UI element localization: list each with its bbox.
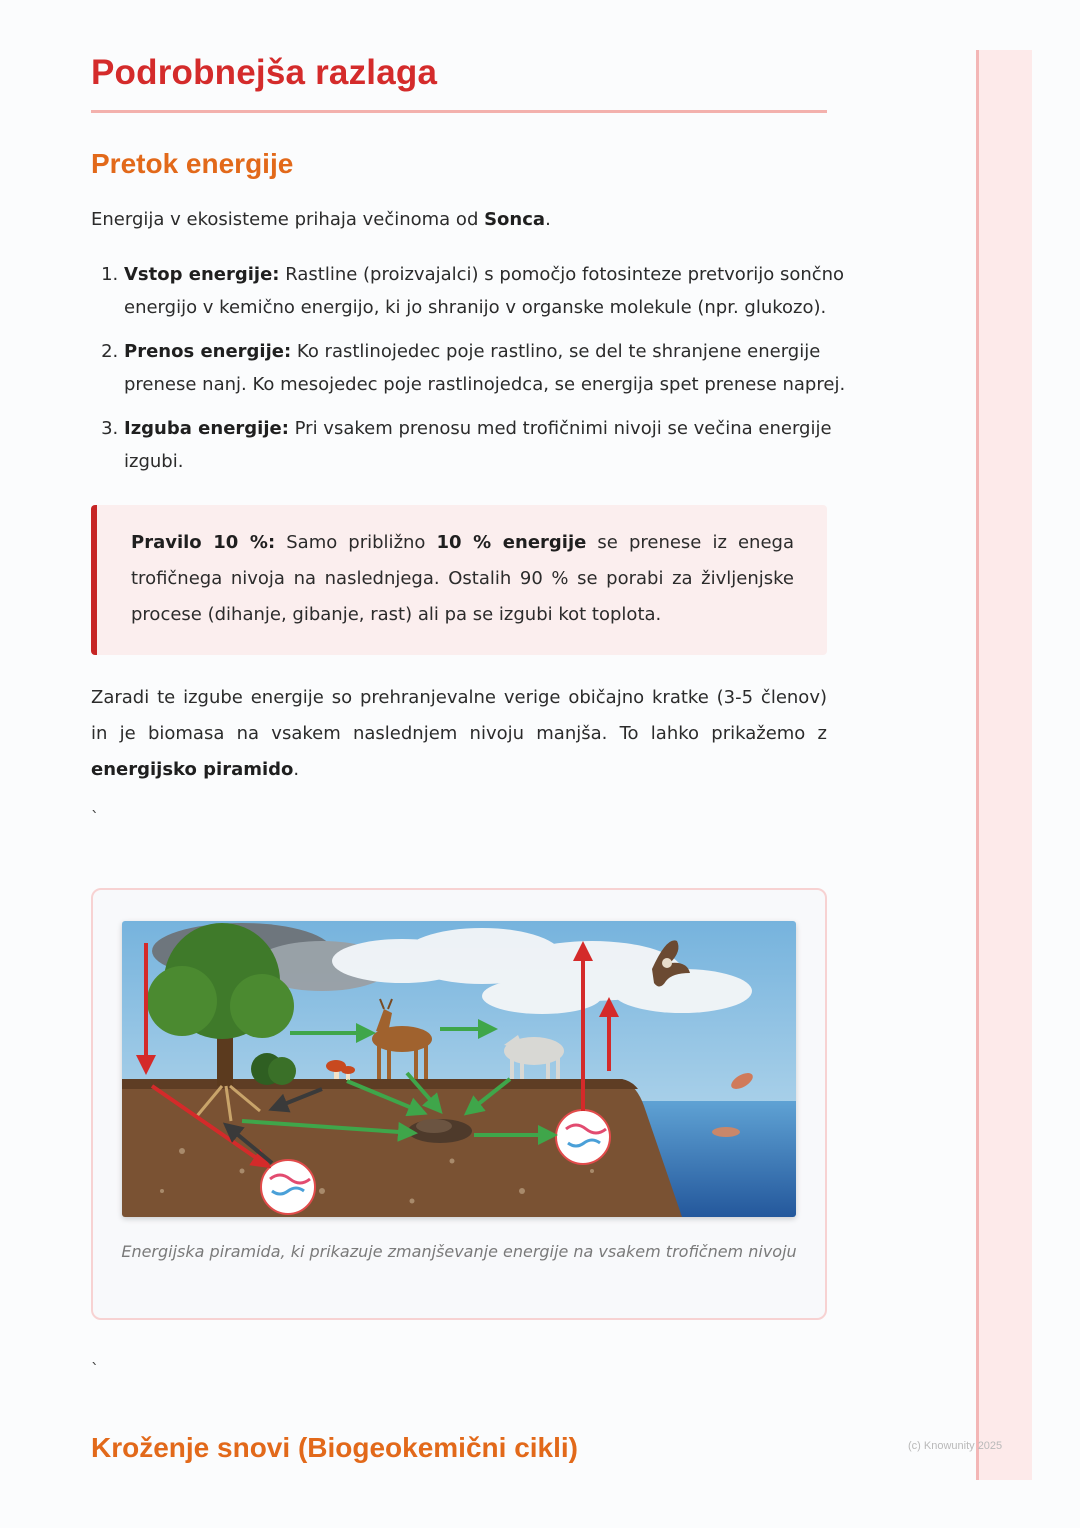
list-item: 2. Prenos energije: Ko rastlinojedec poje rastlino, se del te shranjene energije prenese nanj. Ko mesojedec poje rastlinojedca, se energija spet prenese naprej. (124, 335, 860, 401)
ecosystem-energy-illustration (122, 921, 796, 1217)
stray-backtick: ` (91, 808, 99, 827)
decomposer-circle-left (261, 1160, 315, 1214)
list-item: 1. Vstop energije: Rastline (proizvajalci) s pomočjo fotosinteze pretvorijo sončno energijo v kemično energijo, ki jo shranijo v organske molekule (npr. glukozo). (124, 258, 860, 324)
stray-backtick: ` (91, 1360, 99, 1379)
decomposer-circle-right (556, 1110, 610, 1164)
ten-percent-rule-callout: Pravilo 10 %: Samo približno 10 % energije se prenese iz enega trofičnega nivoja na naslednjega. Ostalih 90 % se porabi za življenjske procese (dihanje, gibanje, rast) ali pa se izgubi kot toplota. (91, 505, 827, 655)
intro-paragraph: Energija v ekosisteme prihaja večinoma od Sonca. (91, 209, 551, 230)
figure-caption: Energijska piramida, ki prikazuje zmanjševanje energije na vsakem trofičnem nivoju (121, 1242, 797, 1261)
figure-box (91, 888, 827, 1320)
copyright-note: (c) Knowunity 2025 (908, 1440, 1003, 1452)
right-margin-bar (976, 50, 1032, 1480)
pyramid-paragraph: Zaradi te izgube energije so prehranjevalne verige običajno kratke (3-5 členov) in je biomasa na vsakem naslednjem nivoju manjša. To lahko prikažemo z energijsko piramido. (91, 687, 827, 780)
page-title: Podrobnejša razlaga (91, 53, 438, 92)
list-item: 3. Izguba energije: Pri vsakem prenosu med trofičnimi nivoji se večina energije izgubi. (124, 412, 860, 478)
energy-steps-list (91, 258, 860, 489)
section-heading-matter-cycles: Kroženje snovi (Biogeokemični cikli) (91, 1432, 579, 1463)
section-heading-energy-flow: Pretok energije (91, 148, 294, 179)
carcass (408, 1119, 472, 1143)
title-divider (91, 110, 827, 113)
